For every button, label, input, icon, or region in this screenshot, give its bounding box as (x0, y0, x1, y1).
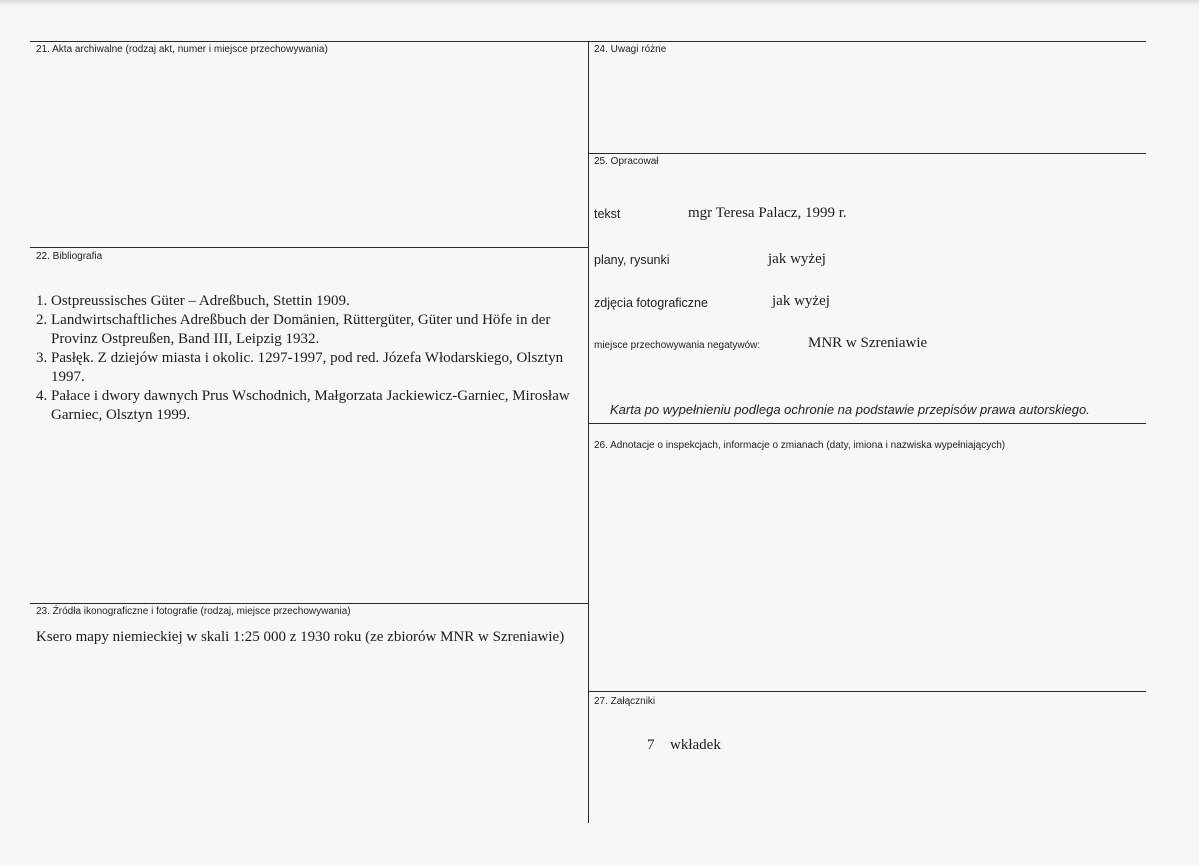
bibliography-item: 3. Pasłęk. Z dziejów miasta i okolic. 1297-1997, pod red. Józefa Włodarskiego, Olsztyn 1997. (36, 350, 564, 385)
rule-27 (588, 691, 1146, 692)
page-edge (0, 0, 1199, 6)
rule-26 (588, 423, 1146, 424)
bibliography-item: 4. Pałace i dwory dawnych Prus Wschodnich, Małgorzata Jackiewicz-Garniec, Mirosław Garniec, Olsztyn 1999. (36, 388, 570, 423)
copyright-note: Karta po wypełnieniu podlega ochronie na podstawie przepisów prawa autorskiego. (610, 402, 1090, 417)
bibliography-item: 2. Landwirtschaftliches Adreßbuch der Domänien, Rüttergüter, Güter und Höfe in der Provinz Ostpreußen, Band III, Leipzig 1932. (36, 312, 551, 347)
section-26-label: 26. Adnotacje o inspekcjach, informacje o zmianach (daty, imiona i nazwiska wypełniających) (594, 440, 1006, 451)
attachments-count: 7 (647, 737, 655, 753)
rule-center-vertical (588, 41, 589, 823)
section-23-label: 23. Źródła ikonograficzne i fotografie (rodzaj, miejsce przechowywania) (36, 606, 351, 617)
rule-22 (30, 247, 588, 248)
section-24-label: 24. Uwagi różne (594, 44, 667, 55)
plany-label: plany, rysunki (594, 253, 670, 267)
zdjecia-value: jak wyżej (772, 293, 830, 309)
tekst-value: mgr Teresa Palacz, 1999 r. (688, 205, 847, 221)
section-21-label: 21. Akta archiwalne (rodzaj akt, numer i miejsce przechowywania) (36, 44, 328, 55)
rule-23 (30, 603, 588, 604)
plany-value: jak wyżej (768, 251, 826, 267)
section-25-label: 25. Opracował (594, 156, 659, 167)
tekst-label: tekst (594, 207, 621, 221)
miejsce-value: MNR w Szreniawie (808, 335, 928, 351)
section-27-label: 27. Załączniki (594, 696, 656, 707)
miejsce-label: miejsce przechowywania negatywów: (594, 340, 761, 351)
section-23-text: Ksero mapy niemieckiej w skali 1:25 000 z 1930 roku (ze zbiorów MNR w Szreniawie) (36, 629, 565, 645)
zdjecia-label: zdjęcia fotograficzne (594, 296, 708, 310)
bibliography-item: 1. Ostpreussisches Güter – Adreßbuch, Stettin 1909. (36, 293, 350, 309)
attachments-unit: wkładek (670, 737, 721, 753)
rule-25 (588, 153, 1146, 154)
section-22-label: 22. Bibliografia (36, 251, 103, 262)
bibliography-list (36, 292, 586, 425)
